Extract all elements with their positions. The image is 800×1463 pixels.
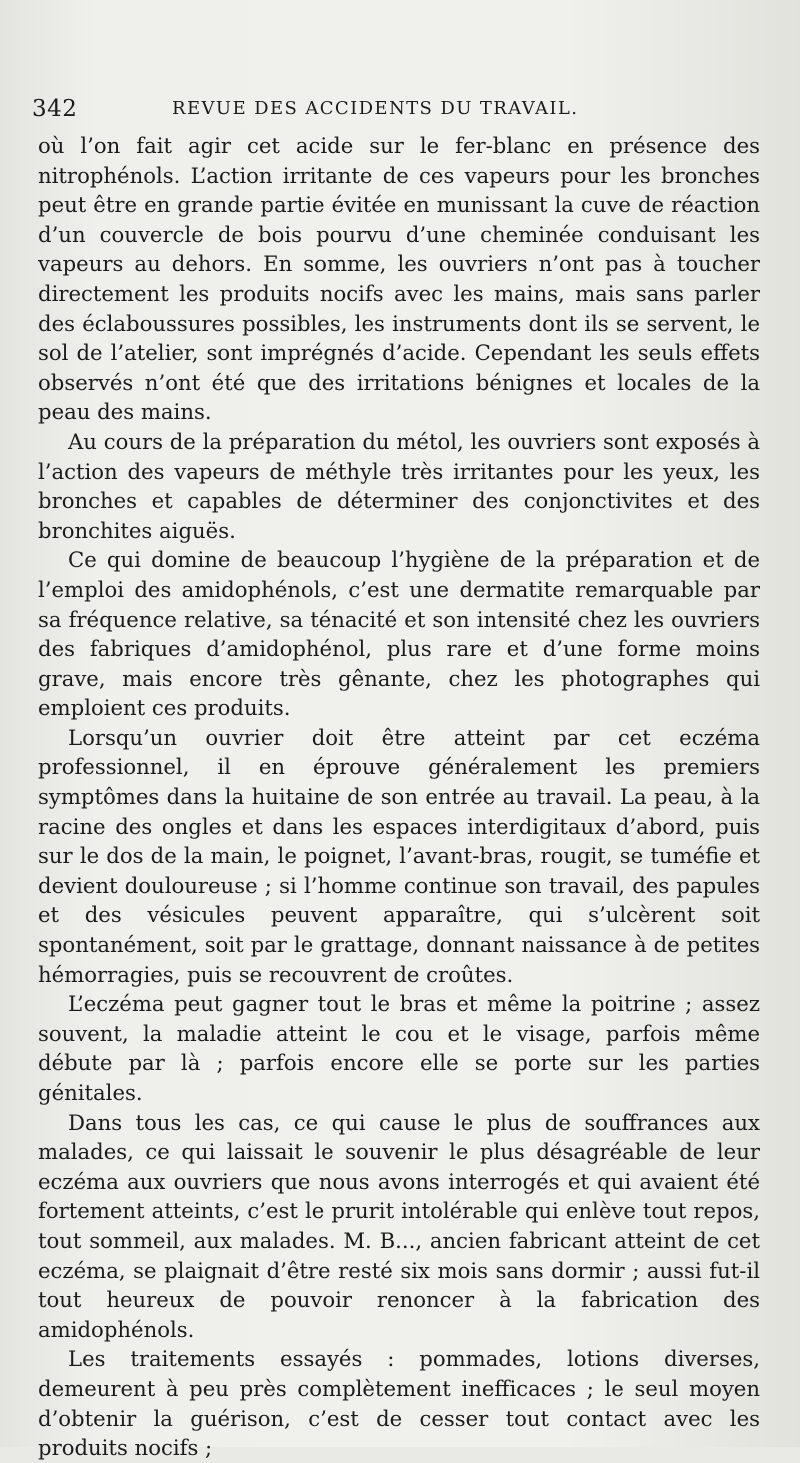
page-header	[32, 96, 752, 132]
paragraph: Au cours de la préparation du métol, les ouvriers sont exposés à l’action des vapeurs de méthyle très irritantes pour les yeux, les bronches et capables de déterminer des conjonctivites et des bronchites aiguës.	[38, 428, 760, 543]
paragraph: Les traitements essayés : pommades, lotions diverses, demeurent à peu près complètement inefficaces ; le seul moyen d’obtenir la guérison, c’est de cesser tout contact avec les produits nocifs ;	[38, 1346, 760, 1461]
paragraph: L’eczéma peut gagner tout le bras et même la poitrine ; assez souvent, la maladie atteint le cou et le visage, parfois même débute par là ; parfois encore elle se porte sur les parties génitales.	[38, 991, 760, 1105]
page-number: 342	[32, 96, 78, 122]
paragraph: Dans tous les cas, ce qui cause le plus de souffrances aux malades, ce qui laissait le souvenir le plus désagréable de leur eczéma aux ouvriers que nous avons interrogés et qui avaient été fortement atteints, c’est le prurit intolérable qui enlève tout repos, tout sommeil, aux malades. M. B..., ancien fabricant atteint de cet eczéma, se plaignait d’être resté six mois sans dormir ; aussi fut-il tout heureux de pouvoir renoncer à la fabrication des amidophénols.	[38, 1109, 760, 1342]
paragraph: où l’on fait agir cet acide sur le fer-blanc en présence des nitrophénols. L’action irritante de ces vapeurs pour les bronches peut être en grande partie évitée en munissant la cuve de réaction d’un couvercle de bois pourvu d’une cheminée conduisant les vapeurs au dehors. En somme, les ouvriers n’ont pas à toucher directement les produits nocifs avec les mains, mais sans parler des éclaboussures possibles, les instruments dont ils se servent, le sol de l’atelier, sont imprégnés d’acide. Cependant les seuls effets observés n’ont été que des irritations bénignes et locales de la peau des mains.	[38, 133, 760, 425]
body-text	[38, 131, 760, 1463]
paragraph: Lorsqu’un ouvrier doit être atteint par cet eczéma professionnel, il en éprouve généralement les premiers symptômes dans la huitaine de son entrée au travail. La peau, à la racine des ongles et dans les espaces interdigitaux d’abord, puis sur le dos de la main, le poignet, l’avant-bras, rougit, se tuméfie et devient douloureuse ; si l’homme continue son travail, des papules et des vésicules peuvent apparaître, qui s’ulcèrent soit spontanément, soit par le grattage, donnant naissance à de petites hémorragies, puis se recouvrent de croûtes.	[38, 724, 760, 987]
running-title: REVUE DES ACCIDENTS DU TRAVAIL.	[172, 98, 579, 119]
paragraph: Ce qui domine de beaucoup l’hygiène de la préparation et de l’emploi des amidophénols, c’est une dermatite remarquable par sa fréquence relative, sa ténacité et son intensité chez les ouvriers des fabriques d’amidophénol, plus rare et d’une forme moins grave, mais encore très gênante, chez les photographes qui emploient ces produits.	[38, 547, 760, 721]
